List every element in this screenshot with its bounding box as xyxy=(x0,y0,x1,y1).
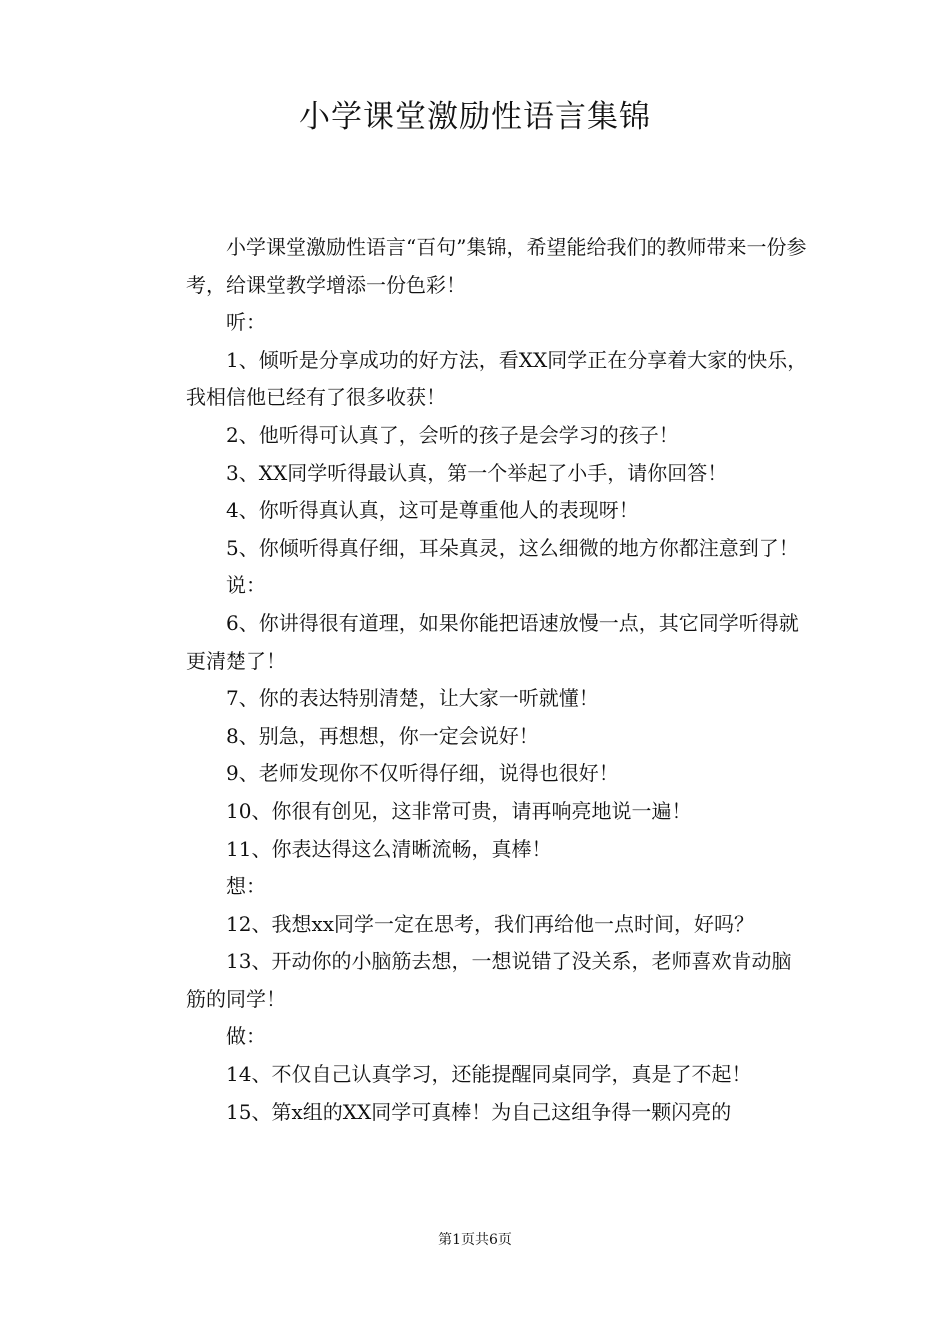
paragraph-item-14: 14、不仅自己认真学习，还能提醒同桌同学，真是了不起！ xyxy=(226,1062,752,1087)
section-heading-speak: 说： xyxy=(226,573,266,598)
section-heading-listen: 听： xyxy=(226,310,266,335)
paragraph-item-13: 13、开动你的小脑筋去想，一想说错了没关系，老师喜欢肯动脑筋的同学！ xyxy=(186,949,792,1011)
section-heading-think: 想： xyxy=(226,874,266,899)
paragraph-item-1: 1、倾听是分享成功的好方法，看XX同学正在分享着大家的快乐，我相信他已经有了很多收获！ xyxy=(186,347,808,410)
paragraph-item-6: 6、你讲得很有道理，如果你能把语速放慢一点，其它同学听得就更清楚了！ xyxy=(186,610,799,673)
paragraph-item-9: 9、老师发现你不仅听得仔细，说得也很好！ xyxy=(226,761,619,786)
paragraph-item-3: 3、XX同学听得最认真，第一个举起了小手，请你回答！ xyxy=(226,460,728,485)
paragraph-item-12: 12、我想xx同学一定在思考，我们再给他一点时间，好吗？ xyxy=(226,911,755,936)
paragraph-item-8: 8、别急，再想想，你一定会说好！ xyxy=(226,723,539,748)
paragraph-item-10: 10、你很有创见，这非常可贵，请再响亮地说一遍！ xyxy=(226,798,692,823)
document-body xyxy=(186,229,810,1131)
paragraph-item-4: 4、你听得真认真，这可是尊重他人的表现呀！ xyxy=(226,498,639,523)
paragraph-item-5: 5、你倾听得真仔细，耳朵真灵，这么细微的地方你都注意到了！ xyxy=(226,535,799,560)
paragraph-item-2: 2、他听得可认真了，会听的孩子是会学习的孩子！ xyxy=(226,422,679,447)
page-number-footer: 第1页共6页 xyxy=(438,1232,512,1248)
section-heading-do: 做： xyxy=(226,1024,266,1049)
document-title: 小学课堂激励性语言集锦 xyxy=(299,99,651,135)
paragraph-item-11: 11、你表达得这么清晰流畅，真棒！ xyxy=(226,836,552,861)
paragraph-item-15: 15、第x组的XX同学可真棒！为自己这组争得一颗闪亮的 xyxy=(226,1099,732,1124)
paragraph-item-7: 7、你的表达特别清楚，让大家一听就懂！ xyxy=(226,686,599,711)
paragraph-intro: 小学课堂激励性语言“百句”集锦，希望能给我们的教师带来一份参考，给课堂教学增添一份色彩！ xyxy=(186,235,807,297)
